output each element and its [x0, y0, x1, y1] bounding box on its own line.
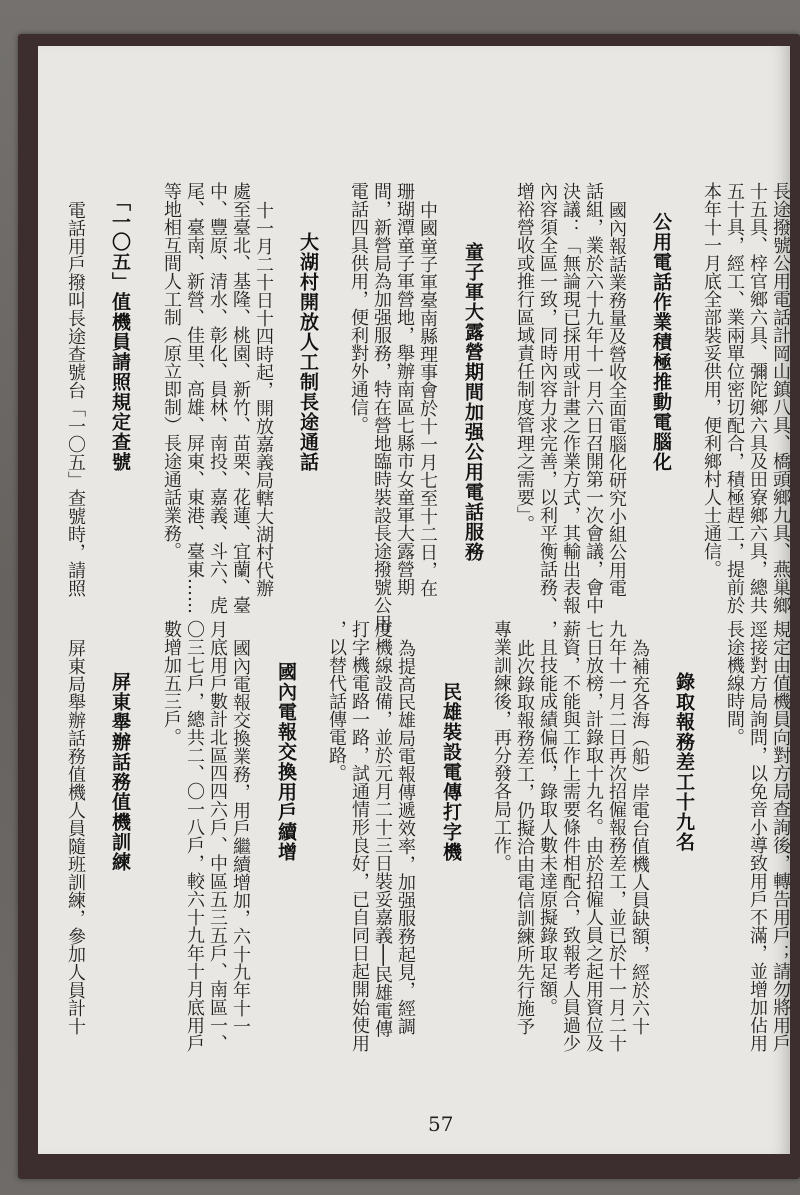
text-column: ，且技能成績偏低，錄取人數未達原擬錄取足額。	[537, 620, 558, 1016]
text-column: 屏東局舉辦話務值機人員隨班訓練，參加人員計十	[65, 639, 86, 1035]
text-column: 為補充各海（船）岸電台值機人員缺額，經於六十	[629, 639, 650, 1035]
text-column: 中國童子軍臺南縣理事會於十一月七至十二日，在	[417, 201, 438, 597]
text-column: 長途撥號公用電話計岡山鎮八具、橋頭鄉九具、燕巢鄉	[770, 182, 791, 614]
text-column: 此次錄取報務差工，仍擬洽由電信訓練所先行施予	[514, 639, 535, 1035]
text-column: ，以替代話傳電路。	[326, 620, 347, 782]
text-column: 尾、臺南、新營、佳里、高雄、屏東、東港、臺東……	[184, 182, 205, 614]
text-column: 度機線設備，並於元月二十三日裝妥嘉義──民雄電傳	[372, 620, 393, 1038]
page-number: 57	[428, 1112, 454, 1136]
text-column: 間，新營局為加强服務，特在營地臨時裝設長途撥號公用	[371, 182, 392, 632]
text-column: 十五具、梓官鄉六具、彌陀鄉六具及田寮鄉六具，總共	[747, 182, 768, 614]
text-column: 本年十一月底全部裝妥供用，便利鄉村人士通信。	[701, 182, 722, 578]
text-column: 為提高民雄局電報傳遞效率，加强服務起見，經調	[395, 639, 416, 1035]
text-column: 增裕營收或推行區域責任制度管理之需要」。	[514, 182, 535, 533]
text-column: 等地相互間人工制（原立即制）長途通話業務。	[161, 182, 182, 560]
text-column: 珊瑚潭童子軍營地，舉辦南區七縣市女童軍大露營期	[394, 182, 415, 596]
text-column: 九年十一月二日再次招僱報務差工，並已於十一月二十	[606, 620, 627, 1052]
section-heading: 「一〇五」值機員請照規定查號	[109, 192, 131, 472]
text-column: 七日放榜，計錄取十九名。由於招僱人員之起用資位及	[583, 620, 604, 1052]
section-heading: 童子軍大露營期間加强公用電話服務	[462, 242, 484, 562]
text-column: 打字機電路一路，試通情形良好，已自同日起開始使用	[349, 620, 370, 1052]
text-column: 五十具，經工、業兩單位密切配合，積極趕工，提前於	[724, 182, 745, 614]
section-heading: 公用電話作業積極推動電腦化	[650, 212, 672, 472]
text-column: 〇三七戶，總共二、〇一八戶，較六十九年十月底用戶	[184, 620, 205, 1052]
text-column: 話組，業於六十九年十一月六日召開第一次會議，會中	[583, 182, 604, 614]
text-column: 長途機線時間。	[724, 620, 745, 746]
section-heading: 大湖村開放人工制長途通話	[297, 232, 319, 472]
text-column: 月底用戶數計北區四四六戶、中區五三五戶、南區一、	[207, 620, 228, 1052]
text-column: 中、豐原、清水、彰化、員林、南投、嘉義、斗六、虎	[207, 182, 228, 614]
text-column: 規定由值機員向對方局查詢後，轉告用戶；請勿將用戶	[770, 620, 791, 1052]
text-column: 電話四具供用，便利對外通信。	[348, 182, 369, 434]
text-column: 逕接對方局詢問，以免音小導致用戶不滿，並增加佔用	[747, 620, 768, 1052]
text-column: 處至臺北、基隆、桃園、新竹、苗栗、花蓮、宜蘭、臺	[230, 182, 251, 614]
text-column: 專業訓練後，再分發各局工作。	[491, 620, 512, 872]
book-page	[38, 46, 790, 1154]
text-column: 十一月二十日十四時起，開放嘉義局轄大湖村代辦	[253, 201, 274, 597]
text-column: 內容須全區一致，同時內容力求完善，以利平衡話務、	[537, 182, 558, 614]
section-heading: 國內電報交換用戶續增	[275, 662, 297, 862]
text-column: 薪資，不能與工作上需要條件相配合，致報考人員過少	[560, 620, 581, 1052]
text-column: 國內電報交換業務，用戶繼續增加，六十九年十一	[230, 639, 251, 1035]
text-column: 數增加五三戶。	[161, 620, 182, 746]
text-column: 國內報話業務量及營收全面電腦化研究小組公用電	[606, 201, 627, 597]
text-column: 電話用戶撥叫長途查號台「一〇五」查號時，請照	[65, 201, 86, 597]
section-heading: 屏東舉辦話務值機訓練	[109, 672, 131, 872]
text-column: 決議：「無論現已採用或計畫之作業方式，其輸出表報	[560, 182, 581, 614]
section-heading: 錄取報務差工十九名	[673, 672, 695, 852]
section-heading: 民雄裝設電傳打字機	[440, 682, 462, 862]
